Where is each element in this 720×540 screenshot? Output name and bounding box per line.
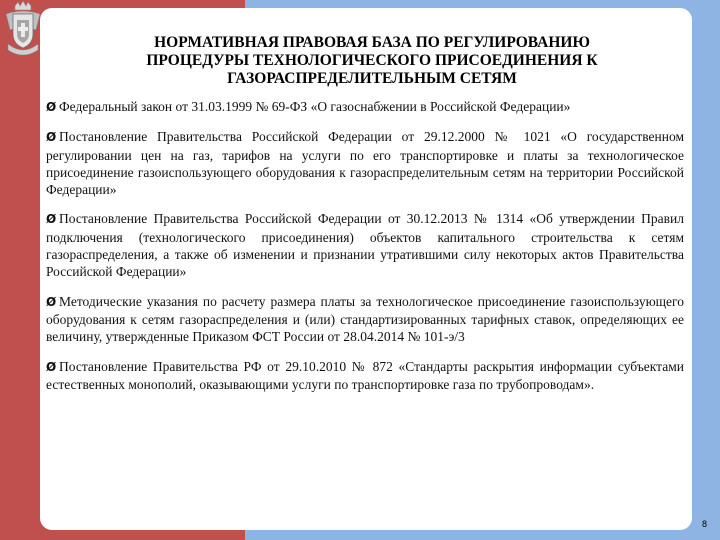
list-item <box>46 210 684 280</box>
slide-title-line-3: ГАЗОРАСПРЕДЕЛИТЕЛЬНЫМ СЕТЯМ <box>227 70 517 87</box>
slide-title <box>72 34 672 88</box>
page-number: 8 <box>702 519 708 529</box>
bullet-arrow-icon: Ø <box>46 100 57 114</box>
list-item <box>46 293 684 346</box>
bullet-arrow-icon: Ø <box>46 294 57 309</box>
bullet-arrow-icon: Ø <box>46 212 57 227</box>
list-item <box>46 128 684 198</box>
slide-title-line-1: НОРМАТИВНАЯ ПРАВОВАЯ БАЗА ПО РЕГУЛИРОВАНИЮ <box>154 34 590 51</box>
list-item-text: Постановление Правительства Российской Федерации от 30.12.2013 № 1314 «Об утверждении Правил подключения (технологического присоединения) объектов капитального строительства к сетям газораспределения, а также об изменении и признании утратившими силу некоторых актов Правительства Российской Федерации» <box>46 211 684 280</box>
list-item-text: Методические указания по расчету размера платы за технологическое присоединение газоиспользующего оборудования к сетям газораспределения и (или) стандартизированных тарифных ставок, определяющих ее величину, утвержденные Приказом ФСТ России от 28.04.2014 № 101-э/3 <box>46 293 684 345</box>
list-item-text: Федеральный закон от 31.03.1999 № 69-ФЗ «О газоснабжении в Российской Федерации» <box>59 99 571 114</box>
list-item <box>46 358 684 394</box>
list-item-text: Постановление Правительства Российской Федерации от 29.12.2000 № 1021 «О государственном регулировании цен на газ, тарифов на услуги по его транспортировке и платы за технологическое присоединение газоиспользующего оборудования к газораспределительным сетям на территории Российской Федерации» <box>46 129 684 198</box>
regulation-list <box>46 98 684 405</box>
list-item-text: Постановление Правительства РФ от 29.10.2010 № 872 «Стандарты раскрытия информации субъектами естественных монополий, оказывающими услуги по транспортировке газа по трубопроводам». <box>46 358 684 392</box>
bullet-arrow-icon: Ø <box>46 359 57 374</box>
slide-title-line-2: ПРОЦЕДУРЫ ТЕХНОЛОГИЧЕСКОГО ПРИСОЕДИНЕНИЯ К <box>146 52 598 69</box>
bullet-arrow-icon: Ø <box>46 130 57 145</box>
list-item <box>46 98 684 116</box>
